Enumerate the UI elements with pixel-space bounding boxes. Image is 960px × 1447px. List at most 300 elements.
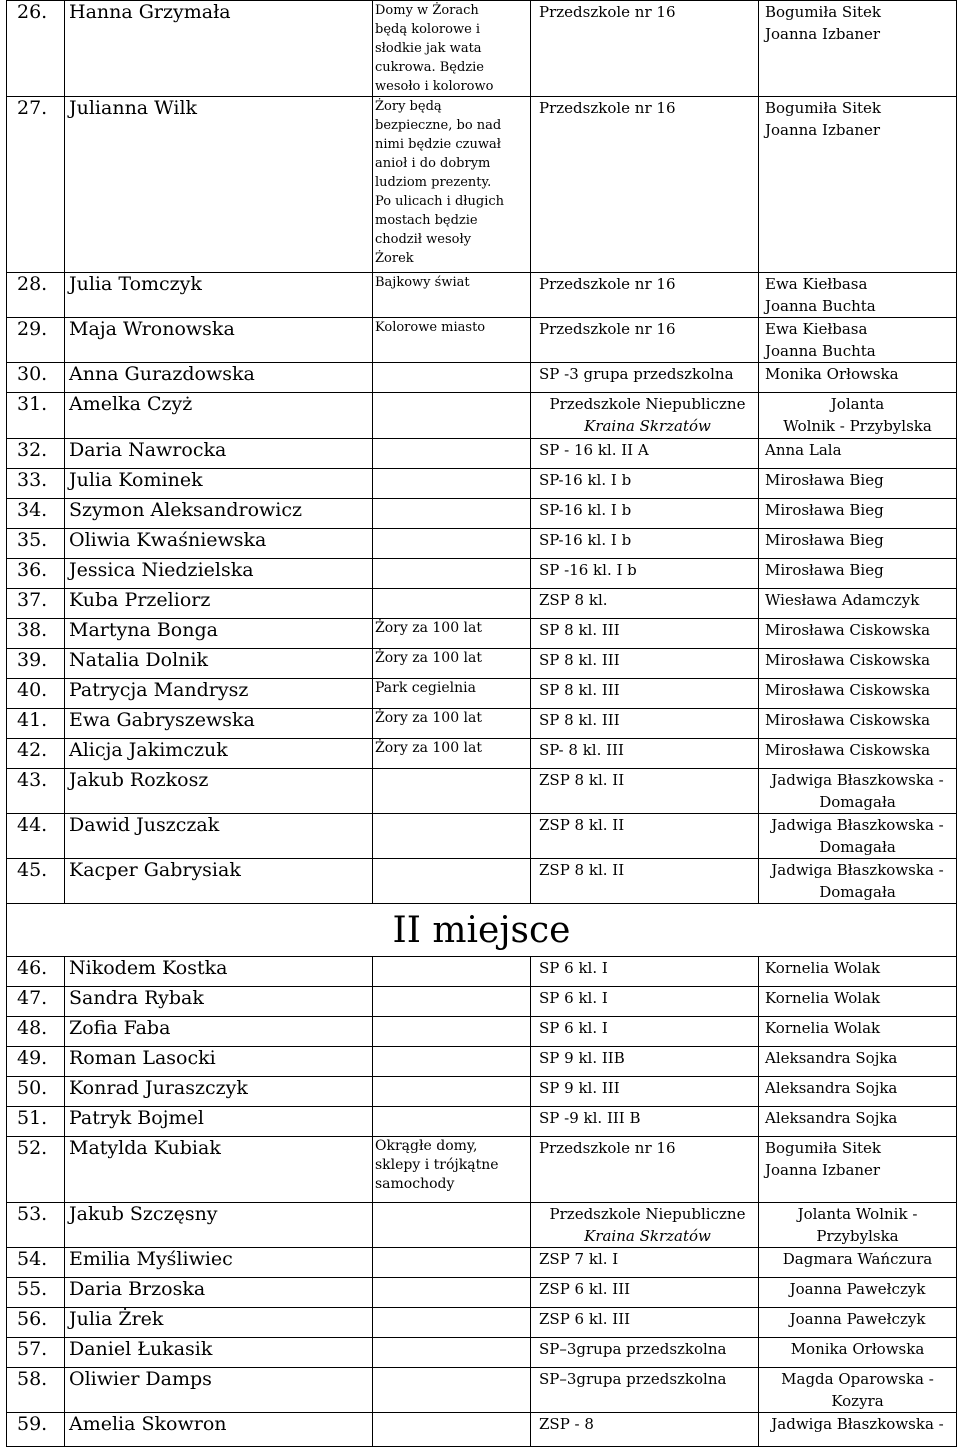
teacher-name-line: Mirosława Ciskowska: [765, 681, 931, 699]
artwork-title: [373, 649, 531, 679]
participant-name: Oliwia Kwaśniewska: [65, 529, 373, 559]
entry-number: 59.: [7, 1413, 65, 1447]
teacher-name-line: Joanna Izbaner: [765, 1161, 881, 1179]
school-name: [531, 769, 759, 814]
school-name: [531, 1338, 759, 1368]
teacher-name-line: Kozyra: [831, 1392, 884, 1410]
artwork-title: [373, 529, 531, 559]
document-page: [6, 0, 956, 1447]
artwork-title-line: mostach będzie: [375, 213, 478, 228]
teacher-name: [759, 1308, 957, 1338]
school-name: [531, 709, 759, 739]
school-name: [531, 987, 759, 1017]
school-name: [531, 97, 759, 273]
entry-number: 52.: [7, 1137, 65, 1203]
school-name: [531, 499, 759, 529]
teacher-name: [759, 439, 957, 469]
teacher-name-line: Bogumiła Sitek: [765, 1139, 881, 1157]
teacher-name-line: Wiesława Adamczyk: [765, 591, 920, 609]
table-row: [7, 499, 957, 529]
entry-number: 54.: [7, 1248, 65, 1278]
artwork-title: [373, 739, 531, 769]
teacher-name-line: Joanna Buchta: [765, 342, 876, 360]
artwork-title: [373, 439, 531, 469]
teacher-name-line: Kornelia Wolak: [765, 1019, 881, 1037]
entry-number: 50.: [7, 1077, 65, 1107]
artwork-title: [373, 814, 531, 859]
teacher-name-line: Wolnik - Przybylska: [783, 417, 932, 435]
table-row: [7, 439, 957, 469]
teacher-name-line: Magda Oparowska -: [781, 1370, 934, 1388]
school-name: [531, 1203, 759, 1248]
entry-number: 42.: [7, 739, 65, 769]
table-row: [7, 709, 957, 739]
teacher-name: [759, 679, 957, 709]
table-row: [7, 649, 957, 679]
entry-number: 33.: [7, 469, 65, 499]
entry-number: 55.: [7, 1278, 65, 1308]
school-name: [531, 439, 759, 469]
artwork-title: [373, 1203, 531, 1248]
artwork-title-line: wesoło i kolorowo: [375, 79, 494, 94]
artwork-title-line: Kolorowe miasto: [375, 320, 486, 335]
artwork-title: [373, 97, 531, 273]
teacher-name-line: Ewa Kiełbasa: [765, 275, 868, 293]
school-name: [531, 1368, 759, 1413]
teacher-name: [759, 619, 957, 649]
school-name: [531, 363, 759, 393]
table-row: [7, 1248, 957, 1278]
school-name: [531, 1107, 759, 1137]
participant-name: Nikodem Kostka: [65, 957, 373, 987]
artwork-title-line: chodził wesoły: [375, 232, 472, 247]
table-row: [7, 1278, 957, 1308]
artwork-title-line: Okrągłe domy,: [375, 1138, 478, 1154]
teacher-name: [759, 957, 957, 987]
teacher-name-line: Domagała: [819, 883, 896, 901]
teacher-name-line: Monika Orłowska: [790, 1340, 925, 1358]
teacher-name-line: Domagała: [819, 793, 896, 811]
teacher-name: [759, 739, 957, 769]
school-name-line: Przedszkole nr 16: [539, 99, 676, 117]
artwork-title-line: Park cegielnia: [375, 680, 476, 696]
table-row: [7, 1047, 957, 1077]
participant-name: Julia Kominek: [65, 469, 373, 499]
entry-number: 53.: [7, 1203, 65, 1248]
artwork-title-line: Żorek: [375, 251, 414, 266]
school-name-line: SP-16 kl. I b: [539, 501, 632, 519]
participant-name: Zofia Faba: [65, 1017, 373, 1047]
table-row: [7, 589, 957, 619]
entry-number: 40.: [7, 679, 65, 709]
school-name-line: Przedszkole Niepubliczne: [549, 395, 746, 413]
school-name: [531, 957, 759, 987]
teacher-name: [759, 814, 957, 859]
teacher-name-line: Dagmara Wańczura: [782, 1250, 933, 1268]
table-row: [7, 363, 957, 393]
teacher-name: [759, 1203, 957, 1248]
school-name: [531, 619, 759, 649]
table-row: [7, 1413, 957, 1447]
artwork-title-line: samochody: [375, 1176, 455, 1192]
teacher-name: [759, 987, 957, 1017]
teacher-name: [759, 1, 957, 97]
artwork-title-line: Po ulicach i długich: [375, 194, 505, 209]
school-name-line: Przedszkole nr 16: [539, 1139, 676, 1157]
teacher-name: [759, 589, 957, 619]
participant-name: Amelia Skowron: [65, 1413, 373, 1447]
participant-name: Jakub Rozkosz: [65, 769, 373, 814]
participant-name: Matylda Kubiak: [65, 1137, 373, 1203]
participant-name: Daria Nawrocka: [65, 439, 373, 469]
table-row: [7, 739, 957, 769]
entry-number: 46.: [7, 957, 65, 987]
participant-name: Amelka Czyż: [65, 393, 373, 439]
school-name: [531, 318, 759, 363]
entry-number: 41.: [7, 709, 65, 739]
entry-number: 48.: [7, 1017, 65, 1047]
entry-number: 27.: [7, 97, 65, 273]
school-name: [531, 1077, 759, 1107]
teacher-name-line: Mirosława Ciskowska: [765, 621, 931, 639]
teacher-name: [759, 1338, 957, 1368]
teacher-name: [759, 649, 957, 679]
artwork-title: [373, 1107, 531, 1137]
artwork-title: [373, 957, 531, 987]
artwork-title-line: sklepy i trójkątne: [375, 1157, 499, 1173]
school-name-line: SP -3 grupa przedszkolna: [539, 365, 734, 383]
results-table-body-a: [7, 1, 957, 904]
participant-name: Kacper Gabrysiak: [65, 859, 373, 904]
artwork-title-line: Żory za 100 lat: [375, 710, 483, 726]
teacher-name-line: Joanna Pawełczyk: [789, 1310, 926, 1328]
table-row: [7, 1107, 957, 1137]
school-name: [531, 1248, 759, 1278]
teacher-name-line: Mirosława Ciskowska: [765, 651, 931, 669]
school-name-line: SP-16 kl. I b: [539, 531, 632, 549]
table-row: [7, 814, 957, 859]
participant-name: Kuba Przeliorz: [65, 589, 373, 619]
teacher-name: [759, 1278, 957, 1308]
school-name-line: Kraina Skrzatów: [584, 1227, 711, 1245]
section-banner-row: [7, 904, 957, 957]
teacher-name-line: Przybylska: [816, 1227, 899, 1245]
artwork-title: [373, 1308, 531, 1338]
teacher-name: [759, 1017, 957, 1047]
teacher-name: [759, 273, 957, 318]
artwork-title: [373, 619, 531, 649]
teacher-name: [759, 1368, 957, 1413]
entry-number: 56.: [7, 1308, 65, 1338]
participant-name: Julia Żrek: [65, 1308, 373, 1338]
table-row: [7, 1368, 957, 1413]
school-name-line: SP-16 kl. I b: [539, 471, 632, 489]
entry-number: 44.: [7, 814, 65, 859]
teacher-name: [759, 529, 957, 559]
table-row: [7, 859, 957, 904]
entry-number: 39.: [7, 649, 65, 679]
artwork-title: [373, 1077, 531, 1107]
teacher-name-line: Mirosława Bieg: [765, 561, 884, 579]
table-row: [7, 559, 957, 589]
teacher-name-line: Ewa Kiełbasa: [765, 320, 868, 338]
artwork-title: [373, 363, 531, 393]
artwork-title: [373, 273, 531, 318]
school-name-line: ZSP 6 kl. III: [539, 1280, 631, 1298]
teacher-name-line: Aleksandra Sojka: [765, 1049, 898, 1067]
artwork-title-line: bezpieczne, bo nad: [375, 118, 502, 133]
entry-number: 38.: [7, 619, 65, 649]
artwork-title: [373, 769, 531, 814]
artwork-title: [373, 1368, 531, 1413]
table-row: [7, 619, 957, 649]
participant-name: Patrycja Mandrysz: [65, 679, 373, 709]
participant-name: Alicja Jakimczuk: [65, 739, 373, 769]
artwork-title: [373, 589, 531, 619]
table-row: [7, 97, 957, 273]
table-row: [7, 1077, 957, 1107]
participant-name: Dawid Juszczak: [65, 814, 373, 859]
teacher-name-line: Bogumiła Sitek: [765, 3, 881, 21]
artwork-title-line: ludziom prezenty.: [375, 175, 492, 190]
entry-number: 36.: [7, 559, 65, 589]
artwork-title-line: słodkie jak wata: [375, 41, 482, 56]
entry-number: 51.: [7, 1107, 65, 1137]
table-row: [7, 273, 957, 318]
school-name-line: SP - 16 kl. II A: [539, 441, 649, 459]
teacher-name: [759, 363, 957, 393]
table-row: [7, 1, 957, 97]
school-name-line: SP 8 kl. III: [539, 681, 620, 699]
table-row: [7, 1017, 957, 1047]
entry-number: 32.: [7, 439, 65, 469]
results-table: [6, 0, 957, 1447]
artwork-title-line: Żory za 100 lat: [375, 650, 483, 666]
teacher-name-line: Jolanta: [830, 395, 885, 413]
school-name-line: ZSP - 8: [539, 1415, 594, 1433]
teacher-name: [759, 1413, 957, 1447]
artwork-title: [373, 1, 531, 97]
teacher-name-line: Kornelia Wolak: [765, 989, 881, 1007]
school-name-line: SP–3grupa przedszkolna: [539, 1340, 727, 1358]
school-name-line: SP 8 kl. III: [539, 651, 620, 669]
teacher-name-line: Jadwiga Błaszkowska -: [771, 1415, 944, 1433]
entry-number: 45.: [7, 859, 65, 904]
teacher-name-line: Bogumiła Sitek: [765, 99, 881, 117]
participant-name: Jakub Szczęsny: [65, 1203, 373, 1248]
entry-number: 35.: [7, 529, 65, 559]
school-name-line: SP -16 kl. I b: [539, 561, 637, 579]
artwork-title-line: Żory za 100 lat: [375, 740, 483, 756]
school-name: [531, 559, 759, 589]
artwork-title-line: anioł i do dobrym: [375, 156, 491, 171]
entry-number: 30.: [7, 363, 65, 393]
teacher-name-line: Jadwiga Błaszkowska -: [771, 771, 944, 789]
school-name-line: ZSP 6 kl. III: [539, 1310, 631, 1328]
artwork-title: [373, 1137, 531, 1203]
entry-number: 31.: [7, 393, 65, 439]
teacher-name-line: Jolanta Wolnik -: [797, 1205, 918, 1223]
teacher-name: [759, 859, 957, 904]
table-row: [7, 679, 957, 709]
artwork-title-line: Żory będą: [375, 99, 442, 114]
artwork-title: [373, 1338, 531, 1368]
entry-number: 29.: [7, 318, 65, 363]
participant-name: Julianna Wilk: [65, 97, 373, 273]
participant-name: Martyna Bonga: [65, 619, 373, 649]
school-name: [531, 1, 759, 97]
table-row: [7, 1308, 957, 1338]
teacher-name-line: Mirosława Bieg: [765, 471, 884, 489]
teacher-name: [759, 499, 957, 529]
school-name-line: SP 9 kl. III: [539, 1079, 620, 1097]
school-name: [531, 529, 759, 559]
teacher-name-line: Joanna Izbaner: [765, 25, 881, 43]
school-name: [531, 739, 759, 769]
artwork-title: [373, 469, 531, 499]
teacher-name-line: Mirosława Ciskowska: [765, 741, 931, 759]
table-row: [7, 318, 957, 363]
school-name-line: ZSP 7 kl. I: [539, 1250, 619, 1268]
school-name-line: ZSP 8 kl. II: [539, 816, 625, 834]
participant-name: Maja Wronowska: [65, 318, 373, 363]
school-name-line: Przedszkole nr 16: [539, 3, 676, 21]
artwork-title: [373, 499, 531, 529]
participant-name: Konrad Juraszczyk: [65, 1077, 373, 1107]
teacher-name: [759, 769, 957, 814]
school-name: [531, 469, 759, 499]
artwork-title: [373, 1413, 531, 1447]
artwork-title: [373, 1278, 531, 1308]
school-name-line: SP 8 kl. III: [539, 711, 620, 729]
entry-number: 49.: [7, 1047, 65, 1077]
school-name-line: SP 9 kl. IIB: [539, 1049, 625, 1067]
teacher-name-line: Aleksandra Sojka: [765, 1109, 898, 1127]
teacher-name-line: Joanna Buchta: [765, 297, 876, 315]
school-name: [531, 814, 759, 859]
section-heading: II miejsce: [7, 904, 957, 957]
teacher-name: [759, 1248, 957, 1278]
teacher-name: [759, 1047, 957, 1077]
teacher-name-line: Jadwiga Błaszkowska -: [771, 861, 944, 879]
artwork-title: [373, 393, 531, 439]
participant-name: Anna Gurazdowska: [65, 363, 373, 393]
artwork-title: [373, 1017, 531, 1047]
artwork-title: [373, 559, 531, 589]
teacher-name: [759, 1077, 957, 1107]
teacher-name: [759, 1107, 957, 1137]
participant-name: Natalia Dolnik: [65, 649, 373, 679]
table-row: [7, 769, 957, 814]
teacher-name: [759, 1137, 957, 1203]
participant-name: Julia Tomczyk: [65, 273, 373, 318]
table-row: [7, 529, 957, 559]
artwork-title-line: Domy w Żorach: [375, 3, 479, 18]
participant-name: Daria Brzoska: [65, 1278, 373, 1308]
teacher-name-line: Kornelia Wolak: [765, 959, 881, 977]
artwork-title: [373, 679, 531, 709]
entry-number: 34.: [7, 499, 65, 529]
entry-number: 28.: [7, 273, 65, 318]
artwork-title-line: nimi będzie czuwał: [375, 137, 501, 152]
school-name: [531, 1137, 759, 1203]
teacher-name-line: Mirosława Bieg: [765, 531, 884, 549]
table-row: [7, 1203, 957, 1248]
participant-name: Sandra Rybak: [65, 987, 373, 1017]
artwork-title-line: będą kolorowe i: [375, 22, 481, 37]
school-name-line: SP -9 kl. III B: [539, 1109, 641, 1127]
school-name: [531, 649, 759, 679]
artwork-title: [373, 859, 531, 904]
teacher-name-line: Domagała: [819, 838, 896, 856]
school-name: [531, 1278, 759, 1308]
participant-name: Ewa Gabryszewska: [65, 709, 373, 739]
school-name-line: Przedszkole nr 16: [539, 275, 676, 293]
participant-name: Szymon Aleksandrowicz: [65, 499, 373, 529]
table-row: [7, 987, 957, 1017]
teacher-name-line: Joanna Izbaner: [765, 121, 881, 139]
teacher-name: [759, 393, 957, 439]
participant-name: Jessica Niedzielska: [65, 559, 373, 589]
table-row: [7, 393, 957, 439]
teacher-name-line: Joanna Pawełczyk: [789, 1280, 926, 1298]
school-name: [531, 273, 759, 318]
school-name-line: SP 6 kl. I: [539, 959, 608, 977]
school-name: [531, 859, 759, 904]
school-name: [531, 1017, 759, 1047]
school-name-line: Przedszkole nr 16: [539, 320, 676, 338]
artwork-title: [373, 318, 531, 363]
school-name: [531, 1308, 759, 1338]
entry-number: 58.: [7, 1368, 65, 1413]
teacher-name-line: Monika Orłowska: [765, 365, 899, 383]
table-row: [7, 1137, 957, 1203]
teacher-name: [759, 709, 957, 739]
school-name: [531, 589, 759, 619]
teacher-name-line: Mirosława Ciskowska: [765, 711, 931, 729]
artwork-title: [373, 1047, 531, 1077]
table-row: [7, 1338, 957, 1368]
entry-number: 43.: [7, 769, 65, 814]
table-row: [7, 957, 957, 987]
school-name-line: SP- 8 kl. III: [539, 741, 624, 759]
results-table-body-b: [7, 957, 957, 1447]
school-name-line: Kraina Skrzatów: [584, 417, 711, 435]
teacher-name-line: Aleksandra Sojka: [765, 1079, 898, 1097]
artwork-title: [373, 1248, 531, 1278]
participant-name: Oliwier Damps: [65, 1368, 373, 1413]
table-row: [7, 469, 957, 499]
school-name: [531, 393, 759, 439]
entry-number: 37.: [7, 589, 65, 619]
artwork-title: [373, 987, 531, 1017]
school-name: [531, 679, 759, 709]
entry-number: 57.: [7, 1338, 65, 1368]
school-name-line: Przedszkole Niepubliczne: [549, 1205, 746, 1223]
artwork-title-line: cukrowa. Będzie: [375, 60, 484, 75]
participant-name: Roman Lasocki: [65, 1047, 373, 1077]
school-name-line: ZSP 8 kl. II: [539, 861, 625, 879]
artwork-title: [373, 709, 531, 739]
school-name: [531, 1413, 759, 1447]
teacher-name-line: Anna Lala: [765, 441, 842, 459]
school-name-line: SP 6 kl. I: [539, 989, 608, 1007]
teacher-name-line: Mirosława Bieg: [765, 501, 884, 519]
participant-name: Patryk Bojmel: [65, 1107, 373, 1137]
participant-name: Emilia Myśliwiec: [65, 1248, 373, 1278]
teacher-name: [759, 559, 957, 589]
school-name-line: SP–3grupa przedszkolna: [539, 1370, 727, 1388]
